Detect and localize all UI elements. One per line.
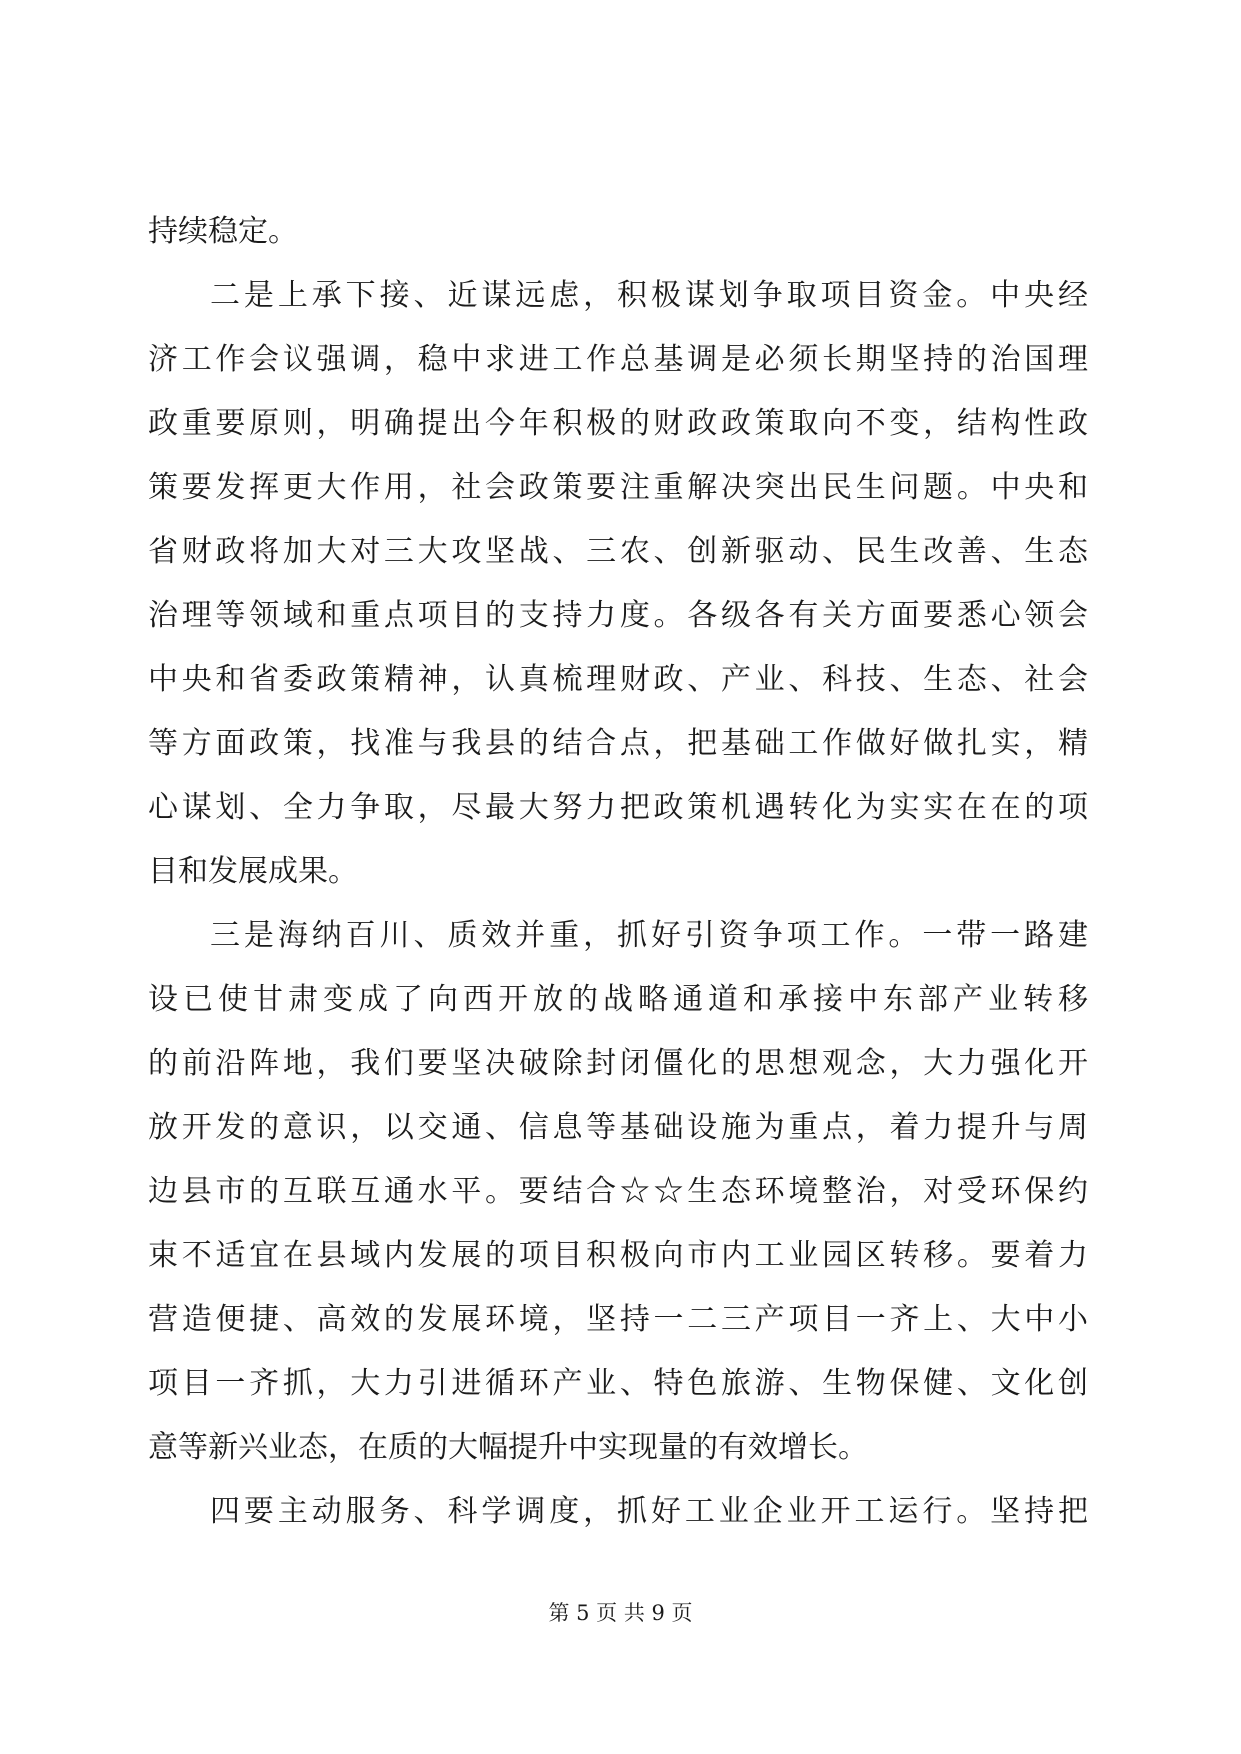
text-line: 持续稳定。 [148, 214, 298, 249]
document-body [148, 200, 1088, 1544]
text-line: 政重要原则，明确提出今年积极的财政政策取向不变，结构性政 [148, 406, 1088, 441]
text-line: 省财政将加大对三大攻坚战、三农、创新驱动、民生改善、生态 [148, 534, 1088, 569]
text-line: 束不适宜在县域内发展的项目积极向市内工业园区转移。要着力 [148, 1238, 1088, 1273]
text-line: 放开发的意识，以交通、信息等基础设施为重点，着力提升与周 [148, 1110, 1088, 1145]
paragraph-first-line: 三是海纳百川、质效并重，抓好引资争项工作。一带一路建 [210, 918, 1088, 953]
paragraph-first-line: 二是上承下接、近谋远虑，积极谋划争取项目资金。中央经 [210, 278, 1088, 313]
text-line: 意等新兴业态，在质的大幅提升中实现量的有效增长。 [148, 1430, 868, 1465]
paragraph-first-line: 四要主动服务、科学调度，抓好工业企业开工运行。坚持把 [210, 1494, 1088, 1529]
text-line: 目和发展成果。 [148, 854, 358, 889]
text-line: 中央和省委政策精神，认真梳理财政、产业、科技、生态、社会 [148, 662, 1088, 697]
text-line: 项目一齐抓，大力引进循环产业、特色旅游、生物保健、文化创 [148, 1366, 1088, 1401]
text-line: 心谋划、全力争取，尽最大努力把政策机遇转化为实实在在的项 [148, 790, 1088, 825]
text-line: 边县市的互联互通水平。要结合☆☆生态环境整治，对受环保约 [148, 1174, 1088, 1209]
page-number-footer: 第 5 页 共 9 页 [548, 1601, 693, 1625]
text-line: 济工作会议强调，稳中求进工作总基调是必须长期坚持的治国理 [148, 342, 1088, 377]
text-line: 的前沿阵地，我们要坚决破除封闭僵化的思想观念，大力强化开 [148, 1046, 1088, 1081]
text-line: 等方面政策，找准与我县的结合点，把基础工作做好做扎实，精 [148, 726, 1088, 761]
text-line: 治理等领域和重点项目的支持力度。各级各有关方面要悉心领会 [148, 598, 1088, 633]
text-line: 营造便捷、高效的发展环境，坚持一二三产项目一齐上、大中小 [148, 1302, 1088, 1337]
text-line: 策要发挥更大作用，社会政策要注重解决突出民生问题。中央和 [148, 470, 1088, 505]
text-line: 设已使甘肃变成了向西开放的战略通道和承接中东部产业转移 [148, 982, 1088, 1017]
